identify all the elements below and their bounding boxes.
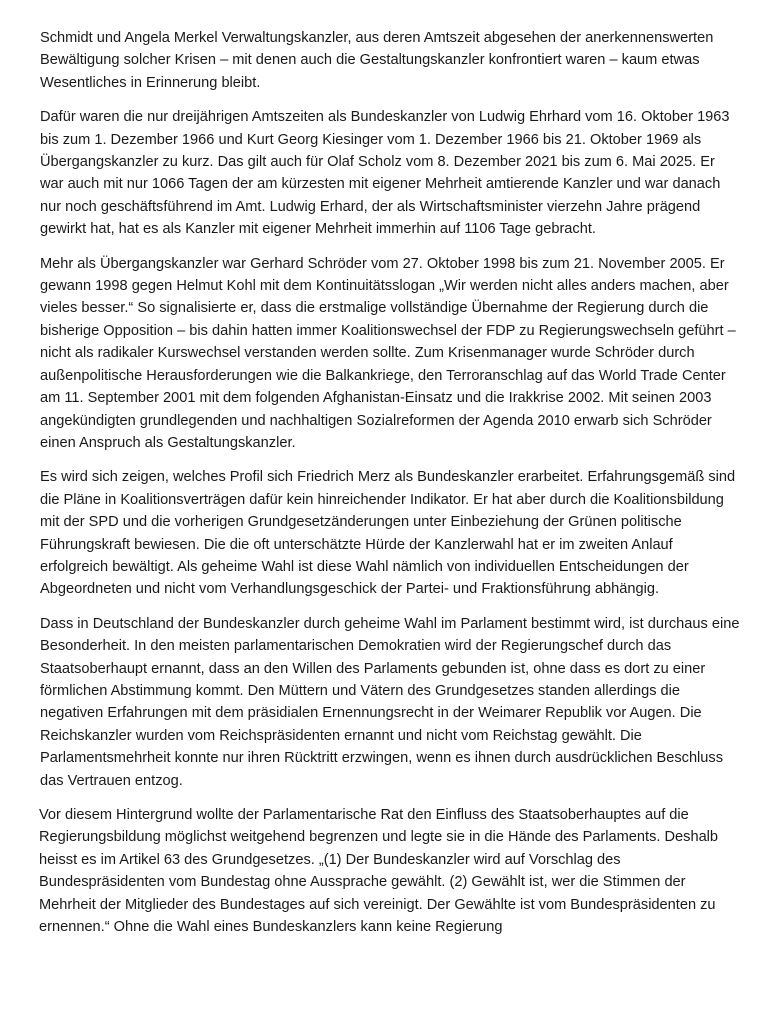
paragraph: Vor diesem Hintergrund wollte der Parlamentarische Rat den Einfluss des Staatsoberhauptes auf die Regierungsbildung möglichst weitgehend begrenzen und legte sie in die Hände des Parlaments. Deshalb heisst es im Artikel 63 des Grundgesetzes. „(1) Der Bundeskanzler wird auf Vorschlag des Bundespräsidenten vom Bundestag ohne Aussprache gewählt. (2) Gewählt ist, wer die Stimmen der Mehrheit der Mitglieder des Bundestages auf sich vereinigt. Der Gewählte ist vom Bundespräsidenten zu ernennen.“ Ohne die Wahl eines Bundeskanzlers kann keine Regierung (39, 807, 719, 936)
paragraph: Dafür waren die nur dreijährigen Amtszeiten als Bundeskanzler von Ludwig Ehrhard vom 16. Oktober 1963 bis zum 1. Dezember 1966 und Kurt Georg Kiesinger vom 1. Dezember 1966 bis 21. Oktober 1969 als Übergangskanzler zu kurz. Das gilt auch für Olaf Scholz vom 8. Dezember 2021 bis zum 6. Mai 2025. Er war auch mit nur 1066 Tagen der am kürzesten mit eigener Mehrheit amtierende Kanzler und war danach nur noch geschäftsführend im Amt. Ludwig Erhard, der als Wirtschaftsminister vierzehn Jahre prägend gewirkt hat, hat es als Kanzler mit eigener Mehrheit immerhin auf 1106 Tage gebracht. (40, 109, 730, 238)
paragraph: Mehr als Übergangskanzler war Gerhard Schröder vom 27. Oktober 1998 bis zum 21. November 2005. Er gewann 1998 gegen Helmut Kohl mit dem Kontinuitätsslogan „Wir werden nicht alles anders machen, aber vieles besser.“ So signalisierte er, dass die erstmalige vollständige Übernahme der Regierung durch die bisherige Opposition – bis dahin hatten immer Koalitionswechsel der FDP zu Regierungswechseln geführt – nicht als radikaler Kurswechsel verstanden werden sollte. Zum Krisenmanager wurde Schröder durch außenpolitische Herausforderungen wie die Balkankriege, den Terroranschlag auf das World Trade Center am 11. September 2001 mit dem folgenden Afghanistan-Einsatz und die Irakkrise 2002. Mit seinen 2003 angekündigten grundlegenden und nachhaltigen Sozialreformen der Agenda 2010 erwarb sich Schröder einen Anspruch als Gestaltungskanzler. (40, 255, 736, 451)
paragraph: Schmidt und Angela Merkel Verwaltungskanzler, aus deren Amtszeit abgesehen der anerkennenswerten Bewältigung solcher Krisen – mit denen auch die Gestaltungskanzler konfrontiert waren – kaum etwas Wesentliches in Erinnerung bleibt. (40, 30, 714, 91)
paragraph: Es wird sich zeigen, welches Profil sich Friedrich Merz als Bundeskanzler erarbeitet. Erfahrungsgemäß sind die Pläne in Koalitionsverträgen dafür kein hinreichender Indikator. Er hat aber durch die Koalitionsbildung mit der SPD und die vorherigen Grundgesetzänderungen unter Einbeziehung der Grünen politische Führungskraft bewiesen. Die die oft unterschätzte Hürde der Kanzlerwahl hat er im zweiten Anlauf erfolgreich bewältigt. Als geheime Wahl ist diese Wahl nämlich von individuellen Entscheidungen der Abgeordneten und nicht vom Verhandlungsgeschick der Partei- und Fraktionsführung abhängig. (40, 469, 736, 598)
paragraph: Dass in Deutschland der Bundeskanzler durch geheime Wahl im Parlament bestimmt wird, ist durchaus eine Besonderheit. In den meisten parlamentarischen Demokratien wird der Regierungschef durch das Staatsoberhaupt ernannt, dass an den Willen des Parlaments gebunden ist, ohne dass es dort zu einer förmlichen Abstimmung kommt. Den Müttern und Vätern des Grundgesetzes standen allerdings die negativen Erfahrungen mit dem präsidialen Ernennungsrecht in der Weimarer Republik vor Augen. Die Reichskanzler wurden vom Reichspräsidenten ernannt und nicht vom Reichstag gewählt. Die Parlamentsmehrheit konnte nur ihren Rücktritt erzwingen, wenn es ihnen durch ausdrücklichen Beschluss das Vertrauen entzog. (40, 615, 740, 789)
document-body (40, 27, 740, 950)
